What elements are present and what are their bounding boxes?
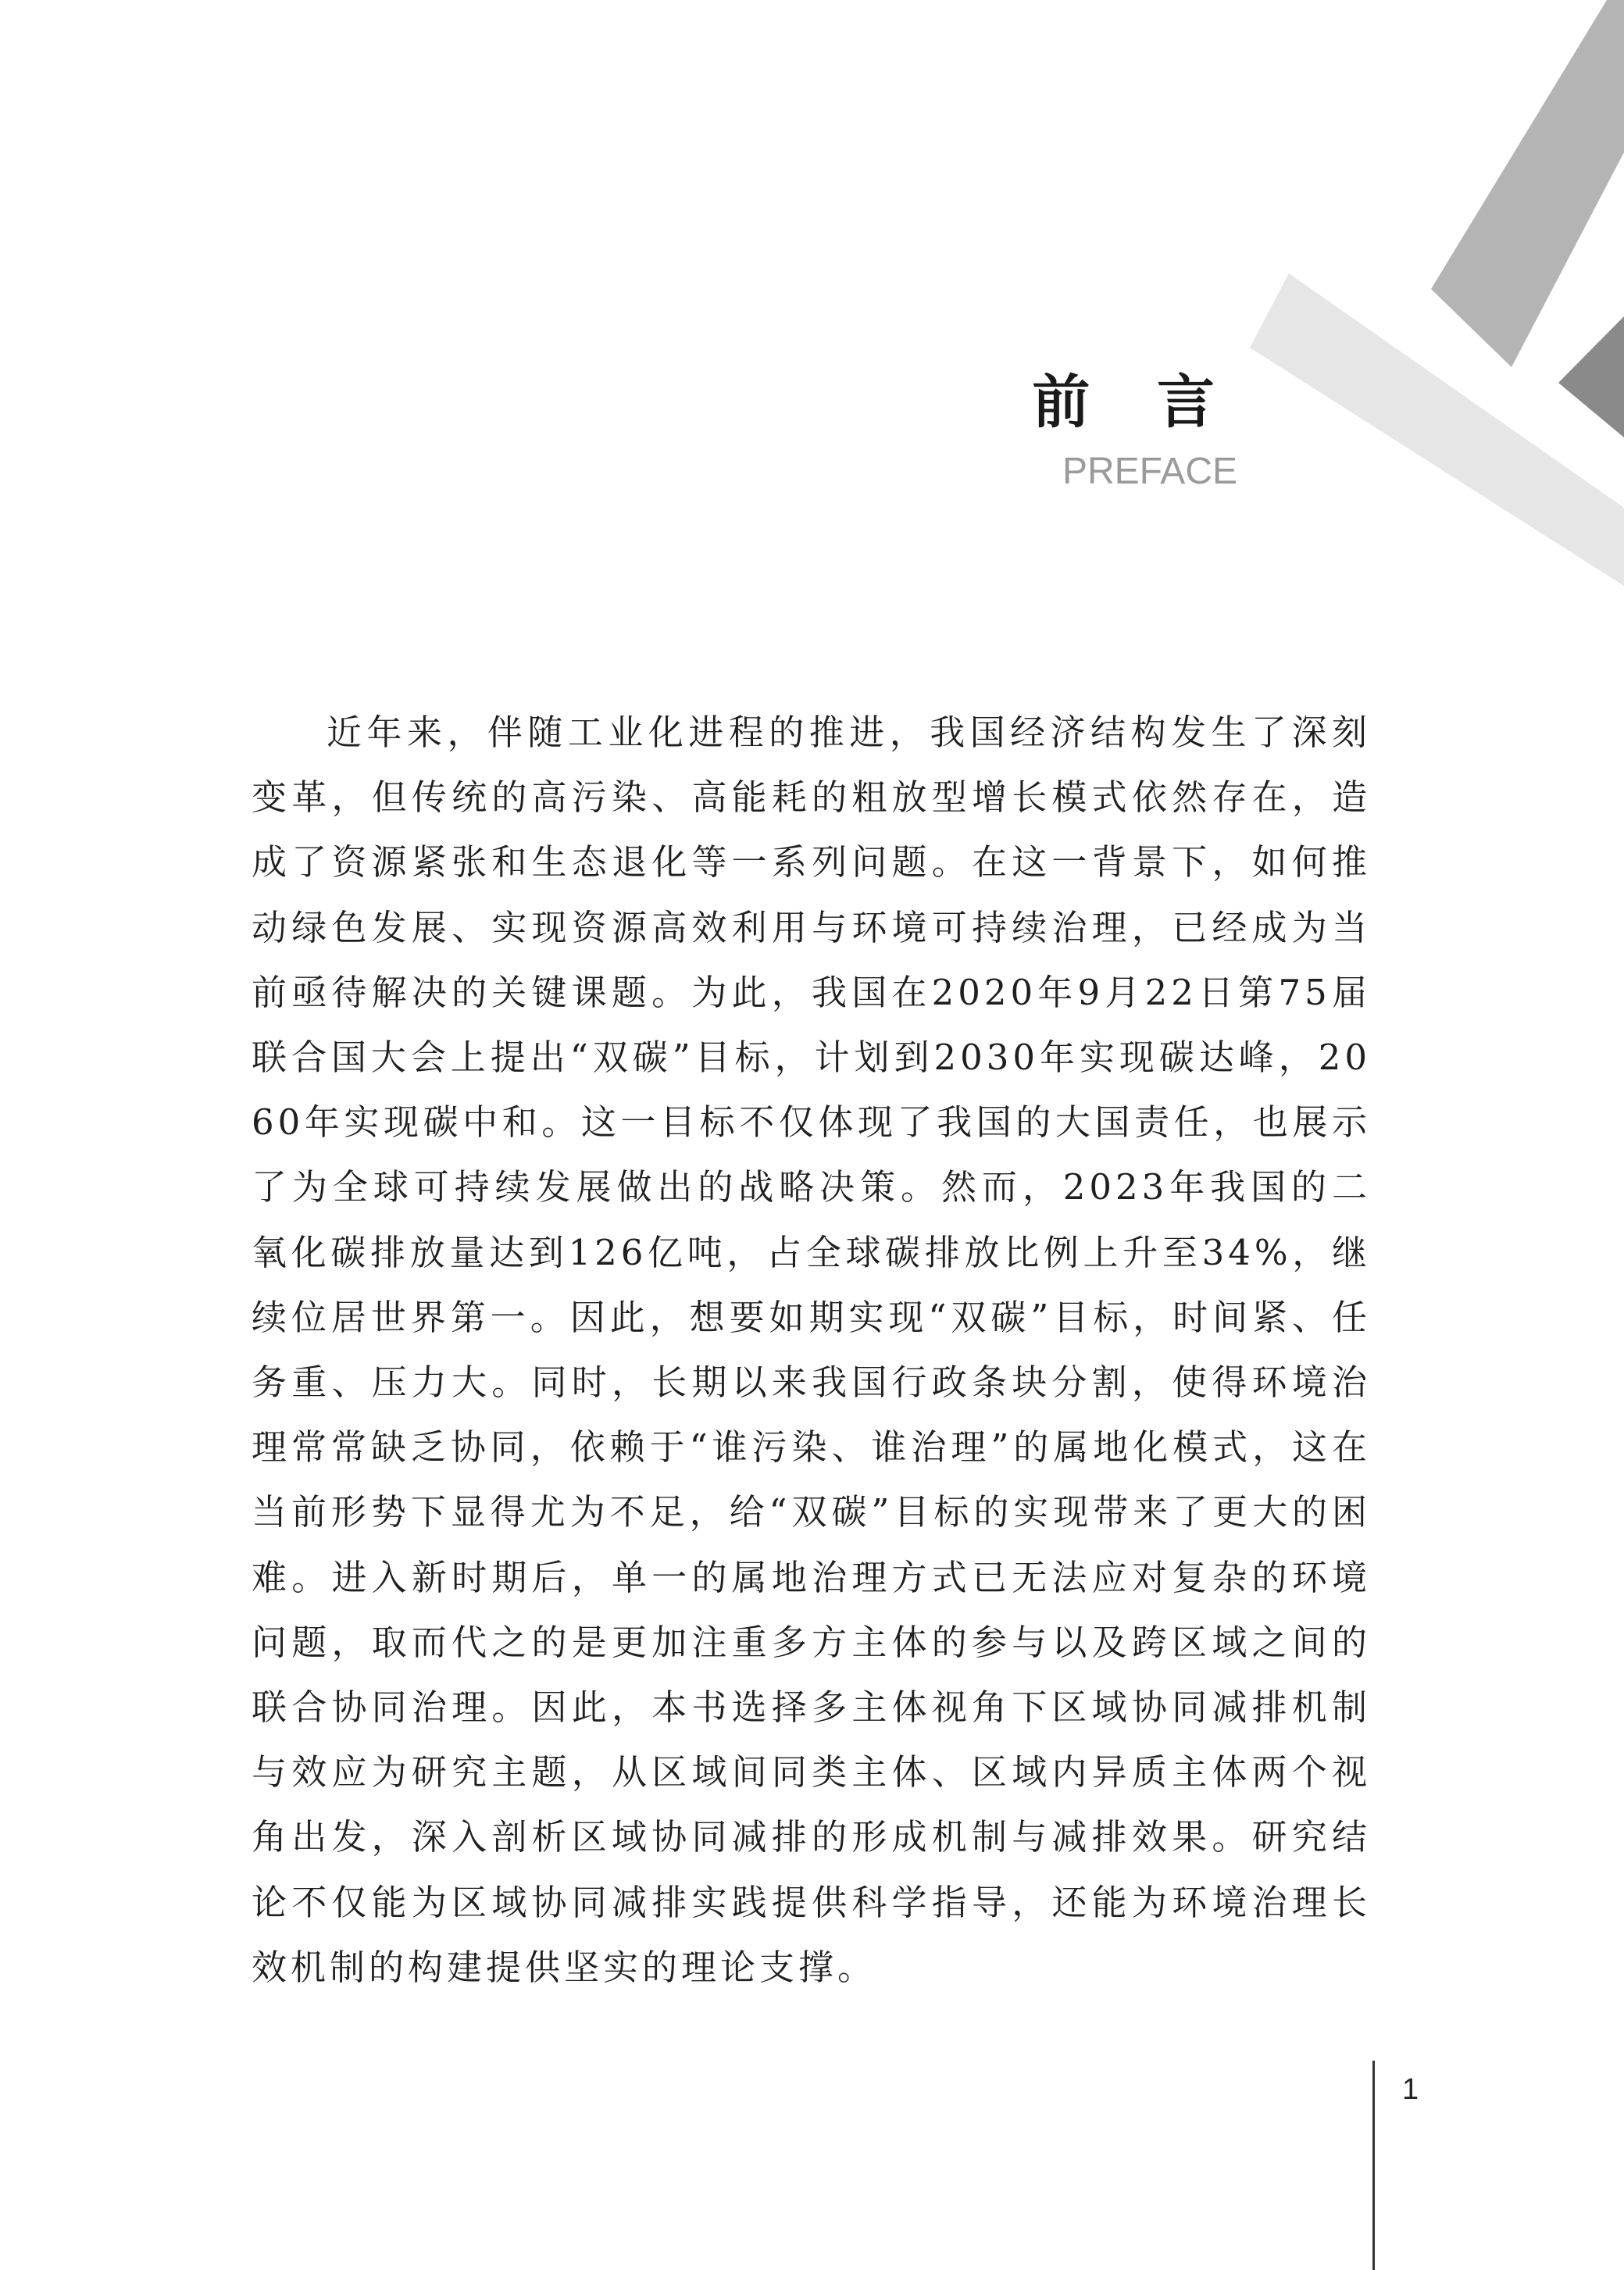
mid-gray-band bbox=[1431, 0, 1624, 367]
body-paragraph: 近年来，伴随工业化进程的推进，我国经济结构发生了深刻变革，但传统的高污染、高能耗的粗放型增长模式依然存在，造成了资源紧张和生态退化等一系列问题。在这一背景下，如何推动绿色发展、实现资源高效利用与环境可持续治理，已经成为当前亟待解决的关键课题。为此，我国在2020年9月22日第75届联合国大会上提出“双碳”目标，计划到2030年实现碳达峰，2060年实现碳中和。这一目标不仅体现了我国的大国责任，也展示了为全球可持续发展做出的战略决策。然而，2023年我国的二氧化碳排放量达到126亿吨，占全球碳排放比例上升至34%，继续位居世界第一。因此，想要如期实现“双碳”目标，时间紧、任务重、压力大。同时，长期以来我国行政条块分割，使得环境治理常常缺乏协同，依赖于“谁污染、谁治理”的属地化模式，这在当前形势下显得尤为不足，给“双碳”目标的实现带来了更大的困难。进入新时期后，单一的属地治理方式已无法应对复杂的环境问题，取而代之的是更加注重多方主体的参与以及跨区域之间的联合协同治理。因此，本书选择多主体视角下区域协同减排机制与效应为研究主题，从区域间同类主体、区域内异质主体两个视角出发，深入剖析区域协同减排的形成机制与减排效果。研究结论不仅能为区域协同减排实践提供科学指导，还能为环境治理长效机制的构建提供坚实的理论支撑。 bbox=[252, 712, 1371, 1988]
page-number: 1 bbox=[1402, 2073, 1419, 2106]
page-subtitle: PREFACE bbox=[1062, 451, 1237, 492]
page-title: 前 言 bbox=[1032, 369, 1238, 436]
page-number-divider bbox=[1372, 2061, 1375, 2270]
dark-gray-triangle bbox=[1558, 316, 1624, 437]
light-gray-band bbox=[1250, 273, 1624, 586]
